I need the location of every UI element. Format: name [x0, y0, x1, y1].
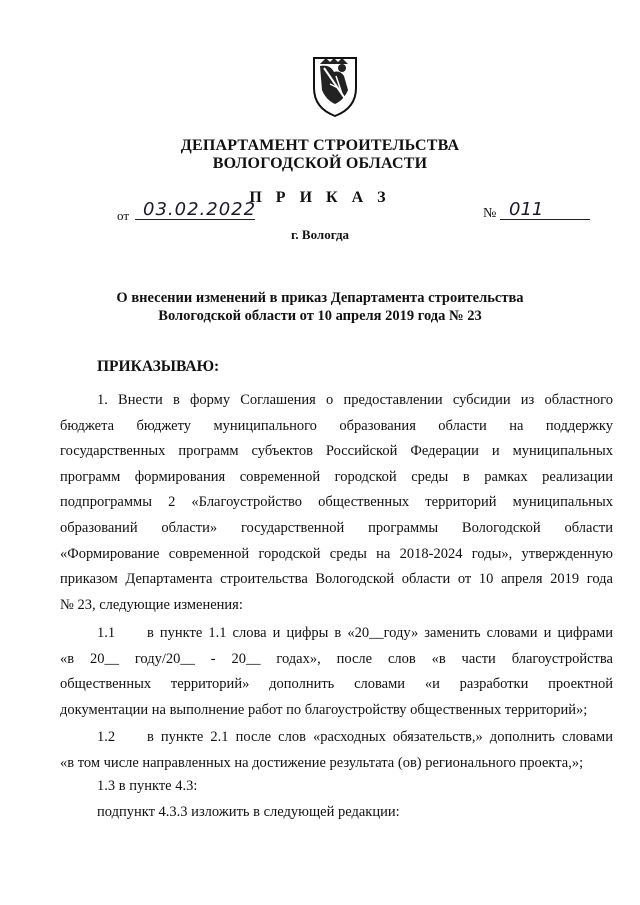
paragraph-1-line: подпрограммы 2 «Благоустройство общественных территорий муниципальных [60, 494, 613, 511]
paragraph-1-line: 1. Внести в форму Соглашения о предоставлении субсидии из областного [97, 392, 613, 408]
department-name-line2: ВОЛОГОДСКОЙ ОБЛАСТИ [212, 155, 428, 172]
clause-number: 1.1 [97, 625, 116, 641]
paragraph-1-1 [60, 621, 613, 723]
date-label: от [117, 208, 130, 223]
department-name-line1: ДЕПАРТАМЕНТ СТРОИТЕЛЬСТВА [180, 137, 460, 154]
subject-line1: О внесении изменений в приказ Департамента строительства [116, 290, 524, 306]
paragraph-1-line: «Формирование современной городской среды на 2018-2024 годы», утвержденную [60, 545, 613, 562]
subject-line2: Вологодской области от 10 апреля 2019 года № 23 [158, 308, 482, 324]
paragraph-1-2 [60, 725, 613, 776]
city-name: г. Вологда [290, 227, 350, 242]
paragraph-subclause-4-3-3: подпункт 4.3.3 изложить в следующей редакции: [97, 804, 400, 820]
paragraph-1-line: приказом Департамента строительства Вологодской области от 10 апреля 2019 года [60, 571, 613, 588]
clause-number: 1.2 [97, 729, 116, 745]
paragraph-1 [60, 388, 613, 618]
number-label: № [483, 206, 497, 221]
paragraph-1-1-line: документации на выполнение работ по благоустройству общественных территорий»; [60, 701, 588, 718]
paragraph-1-3: 1.3 в пункте 4.3: [97, 778, 198, 794]
paragraph-1-1-line: 1.1 в пункте 1.1 слова и цифры в «20__году» заменить словами и цифрами [60, 621, 613, 647]
paragraph-1-line: образований области» государственной программы Вологодской области [60, 519, 613, 536]
paragraph-1-2-line: 1.2 в пункте 2.1 после слов «расходных обязательств,» дополнить словами [60, 725, 613, 751]
paragraph-1-line: № 23, следующие изменения: [60, 596, 243, 613]
paragraph-1-line: бюджета бюджету муниципального образования области на поддержку [60, 417, 613, 434]
paragraph-1-2-line: «в том числе направленных на достижение результата (ов) регионального проекта,»; [60, 754, 584, 771]
paragraph-1-1-line: общественных территорий» дополнить словами «и разработки проектной [60, 676, 613, 693]
paragraph-1-line: государственных программ субъектов Российской Федерации и муниципальных [60, 443, 613, 460]
vologda-coat-of-arms-icon [300, 54, 370, 120]
number-value: 011 [509, 199, 544, 220]
document-type-title: П Р И К А З [249, 189, 391, 206]
paragraph-1-line: программ формирования современной городской среды в рамках реализации [60, 468, 613, 485]
paragraph-1-1-line: «в 20__ году/20__ - 20__ годах», после слов «в части благоустройства [60, 650, 613, 667]
order-word: ПРИКАЗЫВАЮ: [97, 358, 220, 375]
date-value: 03.02.2022 [143, 199, 257, 220]
